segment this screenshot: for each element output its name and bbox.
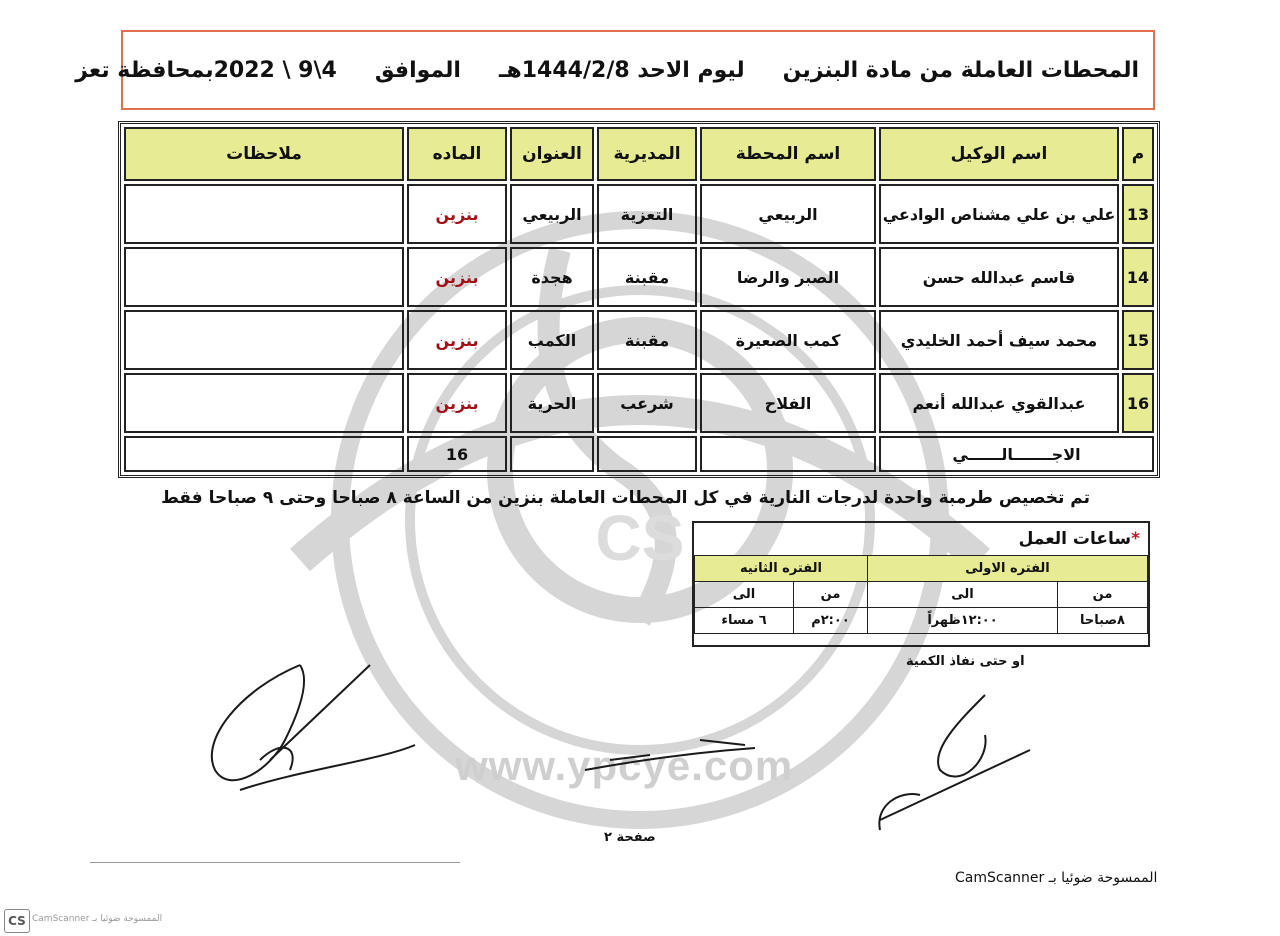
cell-station: الربيعي bbox=[700, 184, 876, 244]
period2-label: الفتره الثانيه bbox=[695, 556, 868, 582]
cell-material: بنزين bbox=[407, 373, 507, 433]
asterisk-icon: * bbox=[1131, 529, 1140, 549]
cell-material: بنزين bbox=[407, 247, 507, 307]
p2-to-value: ٦ مساء bbox=[695, 608, 794, 634]
p1-to-label: الى bbox=[868, 582, 1058, 608]
header-material: الماده bbox=[407, 127, 507, 181]
cell-address: هجدة bbox=[510, 247, 594, 307]
motorcycle-note: تم تخصيص طرمبة واحدة لدرجات النارية في كل المحطات العاملة بنزين من الساعة ٨ صباحا وحتى ٩ صباحا فقط bbox=[161, 488, 1090, 508]
p1-to-value: ١٢:٠٠ظهراً bbox=[868, 608, 1058, 634]
header-address: العنوان bbox=[510, 127, 594, 181]
cell-address: الكمب bbox=[510, 310, 594, 370]
cell-agent: عبدالقوي عبدالله أنعم bbox=[879, 373, 1119, 433]
cell-num: 13 bbox=[1122, 184, 1154, 244]
title-part1: المحطات العاملة من مادة البنزين bbox=[782, 57, 1139, 83]
header-num: م bbox=[1122, 127, 1154, 181]
cell-district: مقبنة bbox=[597, 310, 697, 370]
cell-agent: قاسم عبدالله حسن bbox=[879, 247, 1119, 307]
ypc-watermark-text: CS bbox=[595, 502, 685, 574]
cell-district: شرعب bbox=[597, 373, 697, 433]
signature-center bbox=[585, 740, 755, 770]
camscanner-small-label: الممسوحة ضوئيا بـ CamScanner bbox=[32, 914, 163, 924]
camscanner-logo-icon: CS bbox=[4, 909, 30, 933]
header-station: اسم المحطة bbox=[700, 127, 876, 181]
cell-station: كمب الصعيرة bbox=[700, 310, 876, 370]
title-part2: ليوم الاحد 1444/2/8هـ bbox=[498, 57, 745, 83]
cell-district: مقبنة bbox=[597, 247, 697, 307]
signature-right bbox=[879, 695, 1030, 830]
cell-station: الفلاح bbox=[700, 373, 876, 433]
header-notes: ملاحظات bbox=[124, 127, 404, 181]
website-watermark: www.ypcye.com bbox=[455, 742, 794, 789]
p1-from-value: ٨صباحا bbox=[1058, 608, 1148, 634]
total-label: الاجـــــــالــــــي bbox=[879, 436, 1154, 472]
cell-num: 15 bbox=[1122, 310, 1154, 370]
p2-to-label: الى bbox=[695, 582, 794, 608]
signature-left bbox=[212, 665, 415, 790]
title-part3: الموافق bbox=[374, 57, 461, 83]
header-agent: اسم الوكيل bbox=[879, 127, 1119, 181]
cell-material: بنزين bbox=[407, 184, 507, 244]
cell-num: 16 bbox=[1122, 373, 1154, 433]
period1-label: الفتره الاولى bbox=[868, 556, 1148, 582]
until-supply-runs-out-note: او حتى نفاذ الكمية bbox=[906, 654, 1025, 669]
cell-district: التعزية bbox=[597, 184, 697, 244]
page-number: صفحة ٢ bbox=[604, 830, 656, 845]
p2-from-label: من bbox=[794, 582, 868, 608]
title-part4: 4\9 \ 2022بمحافظة تعز bbox=[75, 57, 337, 83]
working-hours-label: ساعات العمل bbox=[1018, 529, 1132, 549]
cell-agent: محمد سيف أحمد الخليدي bbox=[879, 310, 1119, 370]
cell-material: بنزين bbox=[407, 310, 507, 370]
p2-from-value: ٢:٠٠م bbox=[794, 608, 868, 634]
divider-line bbox=[90, 862, 460, 863]
cell-station: الصبر والرضا bbox=[700, 247, 876, 307]
cell-agent: علي بن علي مشناص الوادعي bbox=[879, 184, 1119, 244]
camscanner-label: الممسوحة ضوئيا بـ CamScanner bbox=[955, 870, 1158, 886]
cell-address: الربيعي bbox=[510, 184, 594, 244]
header-district: المديرية bbox=[597, 127, 697, 181]
cell-address: الحرية bbox=[510, 373, 594, 433]
total-value: 16 bbox=[407, 436, 507, 472]
p1-from-label: من bbox=[1058, 582, 1148, 608]
cell-num: 14 bbox=[1122, 247, 1154, 307]
